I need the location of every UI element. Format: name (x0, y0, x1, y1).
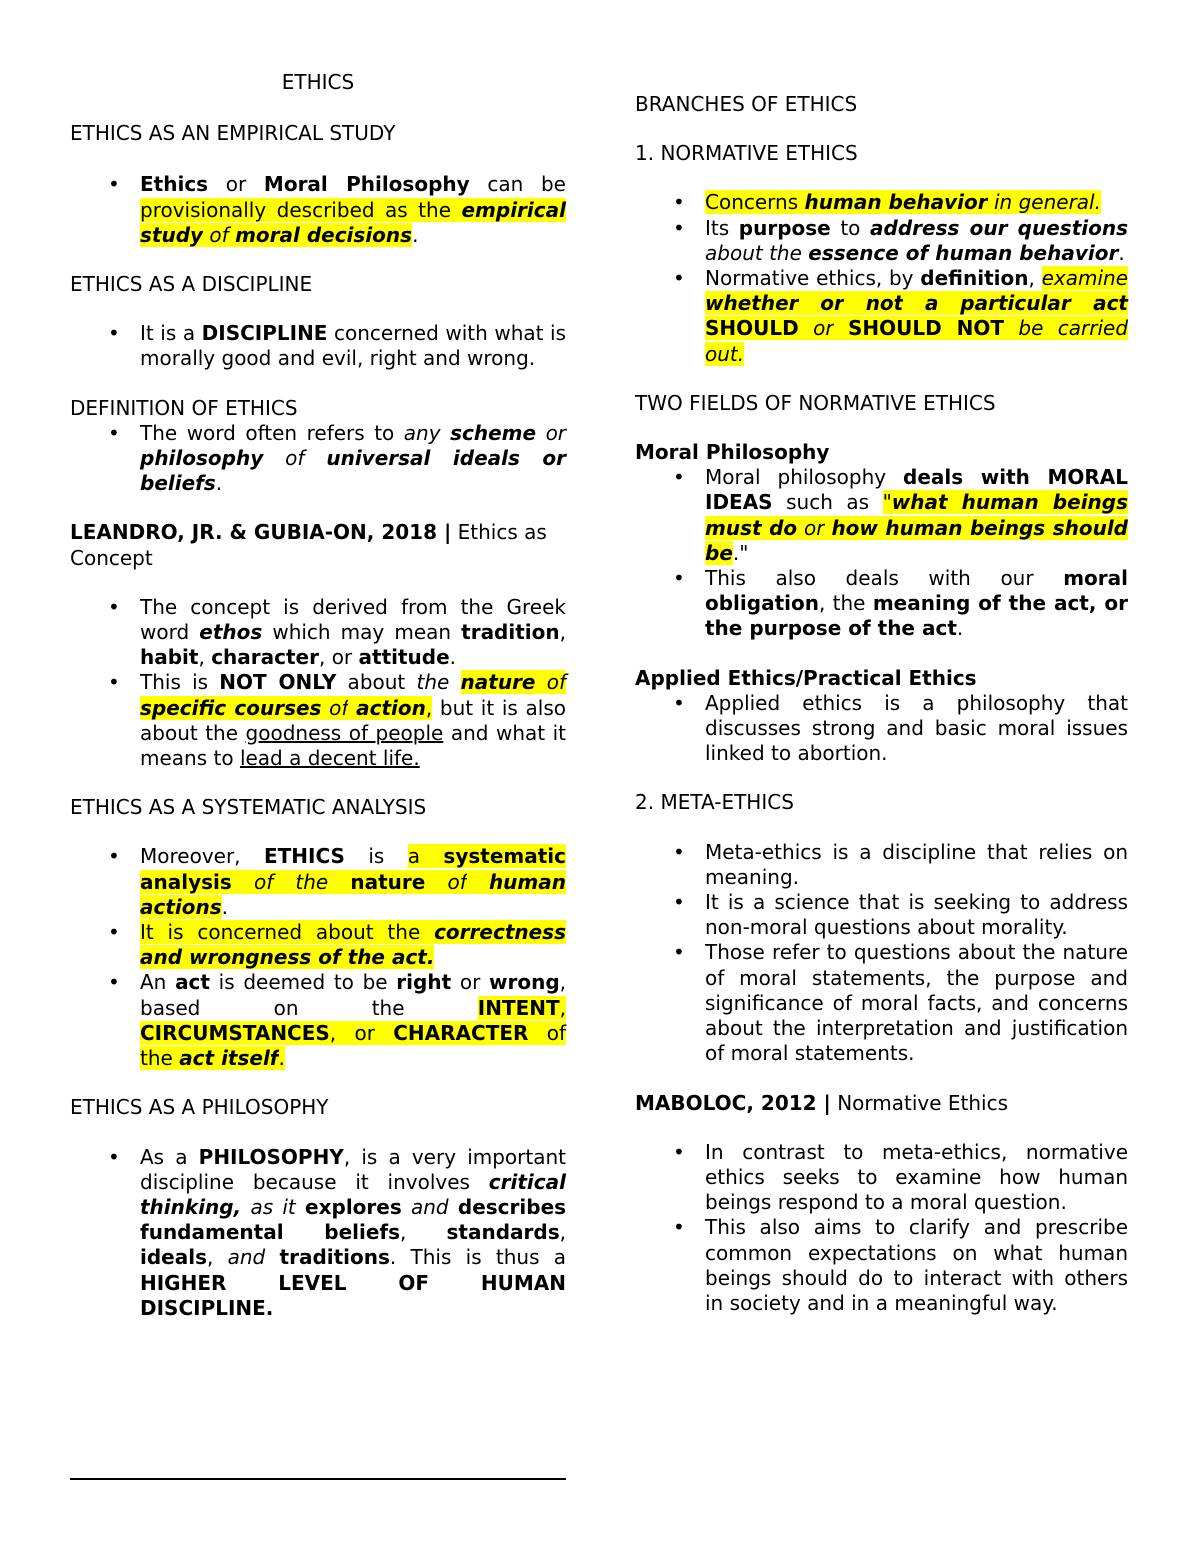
list-item: • Applied ethics is a philosophy that discusses strong and basic moral issues linked to abortion. (673, 690, 1128, 766)
list-item: • Meta-ethics is a discipline that relies on meaning. (673, 839, 1128, 889)
bullet-icon: • (108, 594, 120, 619)
left-column (70, 70, 566, 1321)
heading-maboloc: MABOLOC, 2012 | Normative Ethics (635, 1090, 1009, 1115)
bullet-icon: • (673, 190, 685, 215)
heading-moral-philosophy: Moral Philosophy (635, 440, 830, 465)
bullet-icon: • (108, 172, 120, 197)
bullet-icon: • (108, 920, 120, 945)
list-item: • This also aims to clarify and prescribe common expectations on what human beings should do to interact with others in society and in a meaningful way. (673, 1215, 1128, 1315)
bullet-icon: • (673, 690, 685, 715)
list-moral (635, 465, 1128, 641)
footer-divider (70, 1478, 566, 1480)
list-item: • Normative ethics, by definition, examine whether or not a particular act SHOULD or SHOULD NOT be carried out. (673, 266, 1129, 366)
list-meta (635, 840, 1128, 1067)
heading-leandro: LEANDRO, JR. & GUBIA-ON, 2018 | Ethics as Concept (70, 520, 547, 570)
list-item: • Those refer to questions about the nature of moral statements, the purpose and significance of moral facts, and concerns about the interpretation and justification of moral statements. (673, 940, 1128, 1066)
list-systematic (70, 844, 566, 1071)
bullet-icon: • (673, 1215, 685, 1240)
heading-applied: Applied Ethics/Practical Ethics (635, 665, 977, 690)
bullet-icon: • (108, 1144, 120, 1169)
bullet-icon: • (108, 670, 120, 695)
list-item: • Moral philosophy deals with MORAL IDEAS such as "what human beings must do or how human beings should be." (673, 465, 1129, 565)
list-item: • Ethics or Moral Philosophy can be provisionally described as the empirical study of moral decisions. (108, 172, 566, 247)
bullet-icon: • (108, 844, 120, 869)
bullet-icon: • (673, 215, 685, 240)
heading-meta: 2. META-ETHICS (635, 790, 794, 815)
list-leandro (70, 595, 566, 771)
right-column (635, 92, 1128, 1316)
list-empirical (70, 172, 566, 248)
bullet-icon: • (673, 266, 685, 291)
list-item: • Its purpose to address our questions about the essence of human behavior. (673, 215, 1128, 265)
list-item: • The concept is derived from the Greek word ethos which may mean tradition, habit, character, or attitude. (108, 594, 566, 670)
bullet-icon: • (108, 321, 120, 346)
list-item: • Concerns human behavior in general. (673, 190, 1101, 215)
heading-philosophy: ETHICS AS A PHILOSOPHY (70, 1095, 329, 1120)
list-philosophy (70, 1145, 566, 1321)
list-item: • The word often refers to any scheme or philosophy of universal ideals or beliefs. (108, 420, 567, 496)
bullet-icon: • (673, 566, 685, 591)
list-item: • It is a science that is seeking to address non-moral questions about morality. (673, 890, 1128, 940)
heading-normative: 1. NORMATIVE ETHICS (635, 141, 858, 166)
list-item: • This also deals with our moral obligation, the meaning of the act, or the purpose of the act. (673, 566, 1128, 641)
list-item: • In contrast to meta-ethics, normative ethics seeks to examine how human beings respond to a moral question. (673, 1139, 1128, 1215)
list-definition (70, 421, 566, 497)
heading-branches: BRANCHES OF ETHICS (635, 92, 858, 116)
heading-empirical: ETHICS AS AN EMPIRICAL STUDY (70, 121, 396, 146)
heading-definition: DEFINITION OF ETHICS (70, 395, 298, 420)
list-applied (635, 691, 1128, 767)
bullet-icon: • (673, 839, 685, 864)
list-item: • This is NOT ONLY about the nature of specific courses of action, but it is also about the goodness of people and what it means to lead a decent life. (108, 670, 567, 771)
bullet-icon: • (673, 940, 685, 965)
list-item: • It is a DISCIPLINE concerned with what is morally good and evil, right and wrong. (108, 321, 566, 371)
list-item: • It is concerned about the correctness and wrongness of the act. (108, 920, 566, 970)
bullet-icon: • (673, 1139, 685, 1164)
heading-discipline: ETHICS AS A DISCIPLINE (70, 272, 313, 297)
bullet-icon: • (673, 890, 685, 915)
heading-two-fields: TWO FIELDS OF NORMATIVE ETHICS (635, 390, 996, 415)
bullet-icon: • (108, 970, 120, 995)
bullet-icon: • (108, 420, 120, 445)
bullet-icon: • (673, 465, 685, 490)
list-item: • An act is deemed to be right or wrong, based on the INTENT, CIRCUMSTANCES, or CHARACTER of the act itself. (108, 970, 566, 1071)
list-item: • Moreover, ETHICS is a systematic analysis of the nature of human actions. (108, 844, 566, 919)
list-item: • As a PHILOSOPHY, is a very important discipline because it involves critical thinking, as it explores and describes fundamental beliefs, standards, ideals, and traditions. This is thus a HIGHER LEVEL OF HUMAN DISCIPLINE. (108, 1144, 567, 1320)
list-discipline (70, 321, 566, 371)
heading-systematic: ETHICS AS A SYSTEMATIC ANALYSIS (70, 795, 427, 820)
list-normative (635, 190, 1128, 366)
page-title: ETHICS (281, 70, 355, 94)
list-maboloc (635, 1140, 1128, 1316)
